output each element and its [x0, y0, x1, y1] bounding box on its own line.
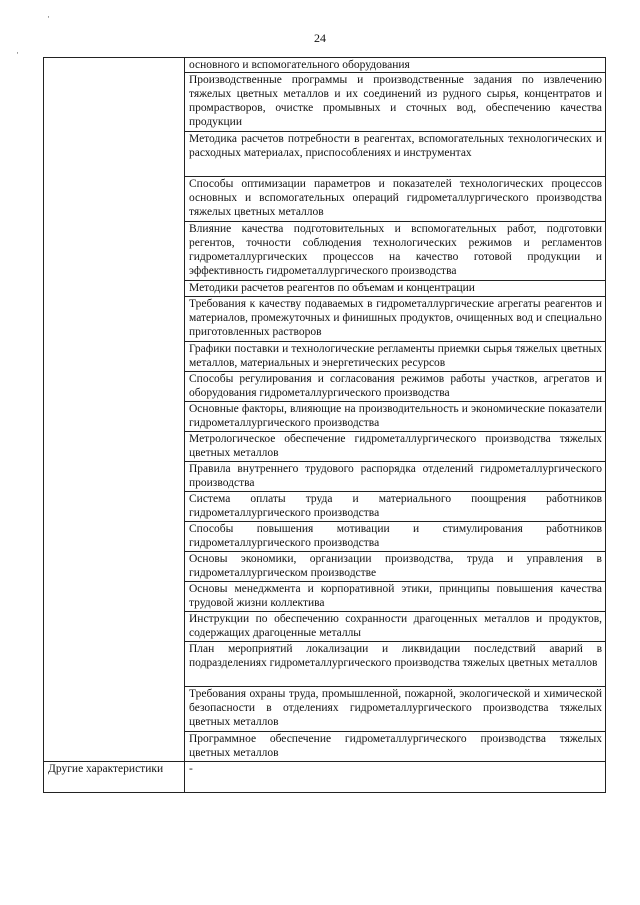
knowledge-table — [43, 57, 606, 793]
knowledge-item: основного и вспомогательного оборудования — [185, 58, 606, 73]
knowledge-item: Основы экономики, организации производства, труда и управления в гидрометаллургическом производстве — [185, 552, 606, 582]
other-characteristics-value: - — [185, 762, 606, 793]
knowledge-item: Графики поставки и технологические регламенты приемки сырья тяжелых цветных металлов, материальных и энергетических ресурсов — [185, 342, 606, 372]
knowledge-item: Способы регулирования и согласования режимов работы участков, агрегатов и оборудования гидрометаллургического производства — [185, 372, 606, 402]
knowledge-item: Программное обеспечение гидрометаллургического производства тяжелых цветных металлов — [185, 732, 606, 762]
knowledge-item: Способы повышения мотивации и стимулирования работников гидрометаллургического производства — [185, 522, 606, 552]
knowledge-item: Влияние качества подготовительных и вспомогательных работ, подготовки регентов, точности соблюдения технологических режимов и регламентов гидрометаллургических процессов на качество готовой продукции и эффективность гидрометаллургического производства — [185, 222, 606, 281]
scan-mark-left: · — [16, 48, 19, 58]
knowledge-item: Требования к качеству подаваемых в гидрометаллургические агрегаты реагентов и материалов, промежуточных и финишных продуктов, очищенных вод и специально приготовленных растворов — [185, 297, 606, 342]
scan-mark-top: · — [47, 12, 50, 22]
table-row — [44, 58, 606, 73]
knowledge-item: Требования охраны труда, промышленной, пожарной, экологической и химической безопасности в отделениях гидрометаллургического производства тяжелых цветных металлов — [185, 687, 606, 732]
knowledge-item: Основы менеджмента и корпоративной этики, принципы повышения качества трудовой жизни коллектива — [185, 582, 606, 612]
knowledge-item: Правила внутреннего трудового распорядка отделений гидрометаллургического производства — [185, 462, 606, 492]
knowledge-item: План мероприятий локализации и ликвидации последствий аварий в подразделениях гидрометаллургического производства тяжелых цветных металлов — [185, 642, 606, 687]
knowledge-item: Способы оптимизации параметров и показателей технологических процессов основных и вспомогательных операций гидрометаллургического производства тяжелых цветных металлов — [185, 177, 606, 222]
knowledge-item: Основные факторы, влияющие на производительность и экономические показатели гидрометаллургического производства — [185, 402, 606, 432]
knowledge-item: Система оплаты труда и материального поощрения работников гидрометаллургического производства — [185, 492, 606, 522]
section-label-cell — [44, 58, 185, 762]
page-number: 24 — [314, 31, 326, 45]
other-characteristics-label: Другие характеристики — [44, 762, 185, 793]
knowledge-item: Методики расчетов реагентов по объемам и концентрации — [185, 281, 606, 297]
knowledge-item: Инструкции по обеспечению сохранности драгоценных металлов и продуктов, содержащих драгоценные металлы — [185, 612, 606, 642]
knowledge-item: Метрологическое обеспечение гидрометаллургического производства тяжелых цветных металлов — [185, 432, 606, 462]
knowledge-item: Производственные программы и производственные задания по извлечению тяжелых цветных металлов и их соединений из рудного сырья, концентратов и промрастворов, очистке промывных и сточных вод, обеспечению качества продукции — [185, 73, 606, 132]
other-characteristics-row — [44, 762, 606, 793]
knowledge-item: Методика расчетов потребности в реагентах, вспомогательных технологических и расходных материалах, приспособлениях и инструментах — [185, 132, 606, 177]
